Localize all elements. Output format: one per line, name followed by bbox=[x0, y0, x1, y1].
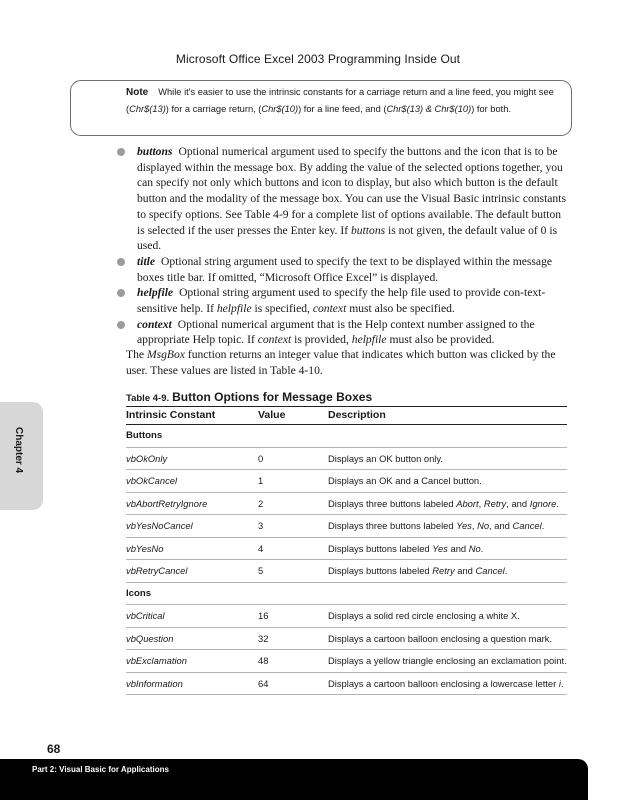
bullet-icon bbox=[117, 148, 125, 156]
bullet-icon bbox=[117, 289, 125, 297]
cell-description: Displays a cartoon balloon enclosing a question mark. bbox=[328, 632, 553, 644]
cell-description: Displays a yellow triangle enclosing an exclamation point. bbox=[328, 655, 567, 666]
table-row bbox=[126, 515, 567, 538]
cell-description: Displays buttons labeled Retry and Cancel. bbox=[328, 565, 508, 576]
cell-value: 3 bbox=[258, 520, 264, 531]
cell-description: Displays three buttons labeled Yes, No, and Cancel. bbox=[328, 520, 545, 531]
note-label: Note bbox=[126, 87, 149, 98]
cell-constant: vbExclamation bbox=[126, 655, 187, 666]
table-row bbox=[126, 538, 567, 561]
param-helpfile: helpfile Optional string argument used to specify the help file used to provide con-text-sensitive help. If helpfile is specified, context must also be specified. bbox=[137, 285, 567, 316]
footer-part-label: Part 2: Visual Basic for Applications bbox=[32, 765, 169, 774]
cell-value: 2 bbox=[258, 497, 264, 509]
cell-value: 1 bbox=[258, 475, 264, 486]
cell-constant: vbRetryCancel bbox=[126, 565, 188, 576]
header-constant: Intrinsic Constant bbox=[126, 409, 216, 421]
cell-constant: vbYesNo bbox=[126, 542, 164, 554]
cell-constant: vbInformation bbox=[126, 677, 183, 689]
cell-constant: vbOkOnly bbox=[126, 452, 168, 464]
cell-description: Displays a solid red circle enclosing a white X. bbox=[328, 610, 520, 621]
table-caption: Button Options for Message Boxes bbox=[172, 390, 373, 404]
cell-constant: vbCritical bbox=[126, 610, 165, 621]
param-buttons: buttons Optional numerical argument used to specify the buttons and the icon that is to be displayed within the message box. By adding the value of the selected options together, you can specify not only which buttons and icon to display, but also which button is the default button and the modality of the message box. You can use the Visual Basic intrinsic constants to specify options. See Table 4-9 for a complete list of options available. The default button is selected if the user presses the Enter key. If buttons is not given, the default value of 0 is used. bbox=[137, 144, 567, 254]
bullet-icon bbox=[117, 258, 125, 266]
cell-value: 5 bbox=[258, 565, 264, 576]
header-value: Value bbox=[258, 409, 286, 421]
cell-description: Displays a cartoon balloon enclosing a lowercase letter i. bbox=[328, 677, 564, 689]
table-section-row: Icons bbox=[126, 583, 567, 606]
table-label: Table 4-9. bbox=[126, 393, 170, 404]
cell-constant: vbYesNoCancel bbox=[126, 520, 193, 531]
bullet-icon bbox=[117, 321, 125, 329]
cell-description: Displays buttons labeled Yes and No. bbox=[328, 542, 484, 554]
table-header-row bbox=[126, 406, 567, 425]
table-section-row: Buttons bbox=[126, 425, 567, 448]
cell-value: 64 bbox=[258, 677, 269, 689]
cell-value: 16 bbox=[258, 610, 269, 621]
cell-description: Displays three buttons labeled Abort, Retry, and Ignore. bbox=[328, 497, 559, 509]
note-text: Note While it's easier to use the intrinsic constants for a carriage return and a line feed, you might see (Chr$(13)) for a carriage return, (Chr$(10)) for a line feed, and (Chr$(13) & Chr$(10)) for both. bbox=[126, 87, 554, 114]
table-body bbox=[126, 425, 567, 695]
table-row bbox=[126, 650, 567, 673]
table-row bbox=[126, 673, 567, 696]
table-row bbox=[126, 560, 567, 583]
cell-value: 0 bbox=[258, 452, 264, 464]
cell-constant: vbQuestion bbox=[126, 632, 174, 644]
cell-value: 4 bbox=[258, 542, 264, 554]
cell-constant: vbAbortRetryIgnore bbox=[126, 497, 208, 509]
cell-description: Displays an OK button only. bbox=[328, 452, 443, 464]
table-row bbox=[126, 628, 567, 651]
body-paragraph: The MsgBox function returns an integer value that indicates which button was clicked by the user. These values are listed in Table 4-10. bbox=[126, 348, 556, 377]
cell-value: 32 bbox=[258, 632, 269, 644]
table-row bbox=[126, 493, 567, 516]
table-row bbox=[126, 470, 567, 493]
cell-constant: vbOkCancel bbox=[126, 475, 178, 486]
page-number: 68 bbox=[47, 742, 61, 756]
parameter-list bbox=[137, 144, 567, 348]
table-row bbox=[126, 605, 567, 628]
cell-description: Displays an OK and a Cancel button. bbox=[328, 475, 482, 486]
chapter-tab-label: Chapter 4 bbox=[13, 427, 24, 474]
table-row bbox=[126, 448, 567, 471]
cell-value: 48 bbox=[258, 655, 269, 666]
table-title bbox=[126, 388, 372, 406]
running-header: Microsoft Office Excel 2003 Programming Inside Out bbox=[175, 52, 461, 66]
param-context: context Optional numerical argument that is the Help context number assigned to the appropriate Help topic. If context is provided, helpfile must also be provided. bbox=[137, 317, 567, 348]
param-title: title Optional string argument used to specify the text to be displayed within the message boxes title bar. If omitted, “Microsoft Office Excel” is displayed. bbox=[137, 254, 567, 285]
header-description: Description bbox=[328, 409, 386, 421]
button-options-table bbox=[126, 406, 567, 695]
